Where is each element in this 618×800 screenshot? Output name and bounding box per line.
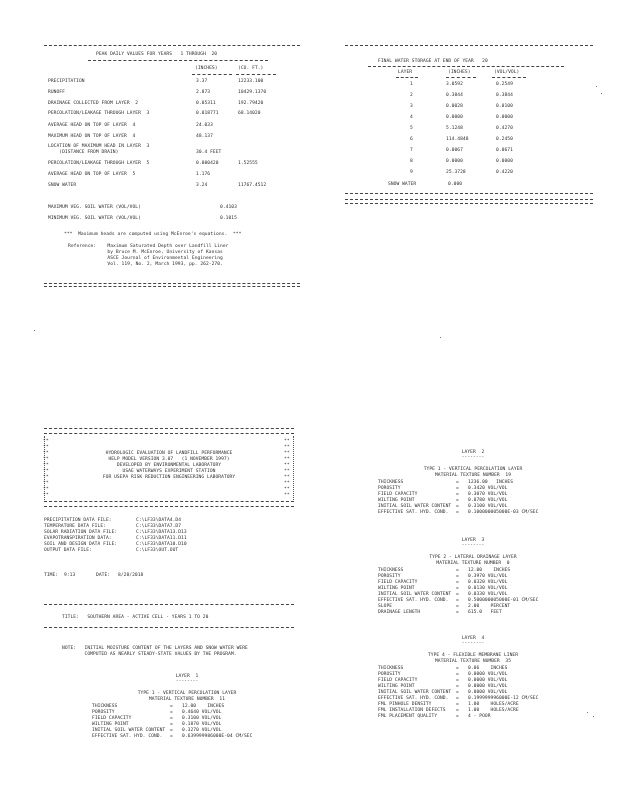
final-row-inches: 0.0067 xyxy=(446,148,463,153)
final-row-layer: 1 xyxy=(410,82,413,87)
layer-title-underline: -------- xyxy=(461,455,485,460)
file-path: C:\LF33\OUT.OUT xyxy=(136,548,179,553)
final-row-layer: 6 xyxy=(410,137,413,142)
layer-prop-eq: = xyxy=(456,492,459,497)
layer-prop-eq: = xyxy=(456,586,459,591)
layer-title: LAYER 1 xyxy=(175,674,199,679)
layer-prop-value: 12.00 INCHES xyxy=(182,704,225,709)
divider xyxy=(88,60,268,61)
final-col-inches: (INCHES) xyxy=(448,70,471,75)
final-row-volvol: 0.2549 xyxy=(496,82,513,87)
file-path: C:\LF33\DATA4.D4 xyxy=(136,518,182,523)
layer-prop-label: WILTING POINT xyxy=(378,586,415,591)
layer-prop-label: FML PLACEMENT QUALITY xyxy=(378,714,438,719)
final-row-inches: 0.0000 xyxy=(446,159,463,164)
divider xyxy=(44,501,294,502)
final-row-volvol: 0.0000 xyxy=(496,115,513,120)
banner-line: FOR USEPA RISK REDUCTION ENGINEERING LABORATORY xyxy=(102,475,236,480)
final-title: FINAL WATER STORAGE AT END OF YEAR 20 xyxy=(378,59,488,64)
peak-row-inches: 30.4 FEET xyxy=(196,150,222,155)
layer-prop-value: 0.3100 VOL/VOL xyxy=(468,504,508,509)
layer-prop-label: FML PINHOLE DENSITY xyxy=(378,702,432,707)
divider xyxy=(44,286,300,287)
banner-marker: ** xyxy=(284,439,290,444)
divider xyxy=(446,77,476,78)
note-line: COMPUTED AS NEARLY STEADY-STATE VALUES BY THE PROGRAM. xyxy=(62,652,237,657)
file-label: SOLAR RADIATION DATA FILE: xyxy=(44,530,118,535)
date-label: DATE: xyxy=(96,573,111,578)
final-snow-label: SNOW WATER xyxy=(388,182,417,187)
final-row-layer: 4 xyxy=(410,115,413,120)
scan-speck xyxy=(440,337,441,338)
layer-prop-label: EFFECTIVE SAT. HYD. COND. xyxy=(378,598,449,603)
banner-marker: ** xyxy=(43,469,49,474)
peak-row-label: PRECIPITATION xyxy=(48,79,85,84)
peak-row-inches: 3.37 xyxy=(196,79,208,84)
banner-marker: ** xyxy=(284,445,290,450)
layer-prop-eq: = xyxy=(456,486,459,491)
layer-prop-label: POROSITY xyxy=(378,486,401,491)
divider xyxy=(44,45,300,46)
layer-prop-label: INITIAL SOIL WATER CONTENT xyxy=(378,592,452,597)
divider xyxy=(236,74,276,75)
banner-marker: ** xyxy=(43,439,49,444)
layer-prop-value: 0.3070 VOL/VOL xyxy=(468,492,508,497)
min-veg-value: 0.1015 xyxy=(220,216,237,221)
divider xyxy=(192,74,232,75)
scan-speck xyxy=(587,712,588,713)
final-snow-value: 0.000 xyxy=(448,182,463,187)
divider xyxy=(345,199,593,200)
layer-prop-eq: = xyxy=(456,592,459,597)
divider xyxy=(492,77,526,78)
layer-prop-value: 0.0320 VOL/VOL xyxy=(468,580,508,585)
layer-prop-value: 0.3420 VOL/VOL xyxy=(468,486,508,491)
layer-prop-label: DRAINAGE LENGTH xyxy=(378,610,421,615)
layer-prop-eq: = xyxy=(456,510,459,515)
layer-prop-eq: = xyxy=(456,568,459,573)
layer-prop-label: THICKNESS xyxy=(378,568,404,573)
ref-line: by Bruce M. McEnroe, University of Kansas xyxy=(68,250,223,255)
layer-prop-value: 615.0 FEET xyxy=(468,610,502,615)
min-veg-label: MINIMUM VEG. SOIL WATER (VOL/VOL) xyxy=(48,216,141,221)
final-col-volvol: (VOL/VOL) xyxy=(494,70,520,75)
divider xyxy=(44,428,294,429)
banner-line: DEVELOPED BY ENVIRONMENTAL LABORATORY xyxy=(116,463,222,468)
layer-prop-eq: = xyxy=(456,580,459,585)
banner-marker: ** xyxy=(284,469,290,474)
peak-row-inches: 0.018771 xyxy=(196,111,219,116)
final-row-volvol: 0.4270 xyxy=(496,126,513,131)
final-row-inches: 0.0000 xyxy=(446,115,463,120)
layer-title: LAYER 2 xyxy=(461,450,485,455)
layer-prop-eq: = xyxy=(456,690,459,695)
layer-prop-eq: = xyxy=(170,722,173,727)
layer-prop-label: WILTING POINT xyxy=(92,722,129,727)
divider xyxy=(345,203,593,204)
peak-row-inches: 24.033 xyxy=(196,123,213,128)
final-row-layer: 7 xyxy=(410,148,413,153)
file-label: SOIL AND DESIGN DATA FILE: xyxy=(44,542,118,547)
layer-prop-value: 1.00 HOLES/ACRE xyxy=(468,708,519,713)
file-path: C:\LF33\DATA11.D11 xyxy=(136,536,187,541)
max-veg-label: MAXIMUM VEG. SOIL WATER (VOL/VOL) xyxy=(48,205,141,210)
banner-marker: ** xyxy=(43,487,49,492)
layer-type: TYPE 1 - VERTICAL PERCOLATION LAYER xyxy=(423,467,523,472)
layer-title-underline: -------- xyxy=(461,543,485,548)
layer-prop-eq: = xyxy=(456,678,459,683)
time-value: 9:13 xyxy=(64,573,76,578)
peak-row-label: AVERAGE HEAD ON TOP OF LAYER 4 xyxy=(48,123,136,128)
banner-marker: ** xyxy=(284,451,290,456)
layer-prop-eq: = xyxy=(456,666,459,671)
peak-col-cuft: (CU. FT.) xyxy=(238,66,264,71)
layer-prop-eq: = xyxy=(456,504,459,509)
time-label: TIME: xyxy=(44,573,59,578)
file-path: C:\LF33\DATA7.D7 xyxy=(136,524,182,529)
final-row-inches: 5.1248 xyxy=(446,126,463,131)
peak-row-label: RUNOFF xyxy=(48,90,65,95)
peak-row-label: MAXIMUM HEAD ON TOP OF LAYER 4 xyxy=(48,134,136,139)
layer-prop-label: FML INSTALLATION DEFECTS xyxy=(378,708,446,713)
banner-line: HELP MODEL VERSION 3.07 (1 NOVEMBER 1997) xyxy=(108,457,230,462)
file-path: C:\LF33\DATA10.D10 xyxy=(136,542,187,547)
layer-prop-eq: = xyxy=(170,728,173,733)
mcenroe-note: *** Maximum heads are computed using McEnroe's equations. *** xyxy=(64,232,242,237)
final-row-volvol: 0.2450 xyxy=(496,137,513,142)
peak-row-label: PERCOLATION/LEAKAGE THROUGH LAYER 3 xyxy=(48,111,150,116)
peak-row-label: DRAINAGE COLLECTED FROM LAYER 2 xyxy=(48,101,139,106)
layer-prop-eq: = xyxy=(170,716,173,721)
banner-line: USAE WATERWAYS EXPERIMENT STATION xyxy=(122,469,216,474)
final-col-layer: LAYER xyxy=(398,70,413,75)
layer-prop-eq: = xyxy=(456,610,459,615)
layer-type: TYPE 4 - FLEXIBLE MEMBRANE LINER xyxy=(427,653,519,658)
layer-prop-eq: = xyxy=(456,696,459,701)
layer-prop-eq: = xyxy=(456,574,459,579)
layer-prop-label: THICKNESS xyxy=(378,666,404,671)
layer-prop-eq: = xyxy=(456,702,459,707)
banner-marker: ** xyxy=(284,463,290,468)
peak-row-inches: 1.176 xyxy=(196,172,211,177)
file-path: C:\LF33\DATA13.D13 xyxy=(136,530,187,535)
layer-title: LAYER 4 xyxy=(461,636,485,641)
peak-col-inches: (INCHES) xyxy=(195,66,218,71)
layer-prop-eq: = xyxy=(170,710,173,715)
layer-type: TYPE 1 - VERTICAL PERCOLATION LAYER xyxy=(137,691,237,696)
banner-marker: ** xyxy=(43,463,49,468)
layer-prop-label: INITIAL SOIL WATER CONTENT xyxy=(92,728,166,733)
layer-prop-eq: = xyxy=(170,704,173,709)
peak-row-inches: 0.05311 xyxy=(196,101,216,106)
banner-marker: ** xyxy=(284,475,290,480)
final-row-layer: 2 xyxy=(410,93,413,98)
peak-row-cuft: 12233.100 xyxy=(238,79,264,84)
divider xyxy=(368,66,564,67)
layer-prop-eq: = xyxy=(456,598,459,603)
layer-prop-value: 0.0000 VOL/VOL xyxy=(468,690,508,695)
layer-prop-eq: = xyxy=(456,480,459,485)
layer-prop-label: EFFECTIVE SAT. HYD. COND. xyxy=(378,696,449,701)
layer-prop-label: POROSITY xyxy=(92,710,115,715)
ref-line: Vol. 119, No. 2, March 1993, pp. 262-270. xyxy=(68,262,223,267)
layer-prop-eq: = xyxy=(456,708,459,713)
peak-row-cuft: 192.79420 xyxy=(238,101,264,106)
file-label: TEMPERATURE DATA FILE: xyxy=(44,524,106,529)
layer-prop-value: 12.00 INCHES xyxy=(468,568,511,573)
peak-row-cuft: 10429.1370 xyxy=(238,90,267,95)
peak-row-cuft: 68.14020 xyxy=(238,111,261,116)
final-row-layer: 3 xyxy=(410,104,413,109)
layer-prop-label: FIELD CAPACITY xyxy=(378,678,418,683)
layer-prop-value: 1.00 HOLES/ACRE xyxy=(468,702,519,707)
layer-prop-label: FIELD CAPACITY xyxy=(378,580,418,585)
layer-prop-label: SLOPE xyxy=(378,604,393,609)
ref-line: ASCE Journal of Environmental Engineering xyxy=(68,256,223,261)
layer-prop-label: THICKNESS xyxy=(378,480,404,485)
divider xyxy=(44,604,294,605)
peak-row-label: (DISTANCE FROM DRAIN) xyxy=(48,150,119,155)
layer-prop-value: 0.3970 VOL/VOL xyxy=(468,574,508,579)
layer-prop-value: 0.06 INCHES xyxy=(468,666,508,671)
divider xyxy=(345,45,593,46)
peak-row-inches: 48.137 xyxy=(196,134,213,139)
layer-prop-label: POROSITY xyxy=(378,574,401,579)
layer-prop-eq: = xyxy=(456,498,459,503)
layer-title-underline: -------- xyxy=(175,679,199,684)
banner-marker: ** xyxy=(284,481,290,486)
banner-marker: ** xyxy=(43,457,49,462)
layer-prop-value: 1236.00 INCHES xyxy=(468,480,514,485)
layer-prop-value: 0.0000 VOL/VOL xyxy=(468,672,508,677)
run-title: TITLE: SOUTHERN AREA - ACTIVE CELL - YEARS 1 TO 20 xyxy=(62,615,209,620)
scan-speck xyxy=(601,93,602,94)
layer-prop-value: 0.0330 VOL/VOL xyxy=(468,592,508,597)
final-row-inches: 0.0028 xyxy=(446,104,463,109)
scan-speck xyxy=(593,716,594,717)
banner-marker: ** xyxy=(43,493,49,498)
banner-marker: ** xyxy=(43,481,49,486)
file-label: EVAPOTRANSPIRATION DATA: xyxy=(44,536,112,541)
max-veg-value: 0.4103 xyxy=(220,205,237,210)
final-row-layer: 5 xyxy=(410,126,413,131)
final-row-inches: 3.0592 xyxy=(446,82,463,87)
divider xyxy=(44,433,294,434)
peak-row-cuft: 1.52555 xyxy=(238,161,258,166)
layer-prop-label: FIELD CAPACITY xyxy=(92,716,132,721)
layer-title: LAYER 3 xyxy=(461,538,485,543)
layer-prop-eq: = xyxy=(170,734,173,739)
layer-title-underline: -------- xyxy=(461,641,485,646)
final-row-inches: 114.4848 xyxy=(446,137,469,142)
peak-row-label: LOCATION OF MAXIMUM HEAD IN LAYER 3 xyxy=(48,144,150,149)
final-row-inches: 0.3844 xyxy=(446,93,463,98)
file-label: OUTPUT DATA FILE: xyxy=(44,548,92,553)
layer-texture: MATERIAL TEXTURE NUMBER 35 xyxy=(434,659,512,664)
file-label: PRECIPITATION DATA FILE: xyxy=(44,518,112,523)
banner-marker: ** xyxy=(284,493,290,498)
banner-marker: ** xyxy=(43,451,49,456)
ref-line: Reference: Maximum Saturated Depth over Landfill Liner xyxy=(68,244,229,249)
layer-prop-eq: = xyxy=(456,714,459,719)
scan-speck xyxy=(34,330,35,331)
layer-prop-label: EFFECTIVE SAT. HYD. COND. xyxy=(378,510,449,515)
final-row-inches: 25.3728 xyxy=(446,170,466,175)
layer-prop-eq: = xyxy=(456,672,459,677)
final-row-layer: 9 xyxy=(410,170,413,175)
peak-row-inches: 2.873 xyxy=(196,90,211,95)
layer-texture: MATERIAL TEXTURE NUMBER 11 xyxy=(148,697,226,702)
final-row-volvol: 0.0100 xyxy=(496,104,513,109)
layer-prop-label: POROSITY xyxy=(378,672,401,677)
layer-prop-label: INITIAL SOIL WATER CONTENT xyxy=(378,504,452,509)
peak-row-label: SNOW WATER xyxy=(48,183,77,188)
layer-prop-value: 0.639999986000E-04 CM/SEC xyxy=(182,734,253,739)
layer-prop-value: 0.0000 VOL/VOL xyxy=(468,678,508,683)
layer-prop-value: 0.4640 VOL/VOL xyxy=(182,710,222,715)
layer-prop-eq: = xyxy=(456,604,459,609)
layer-prop-value: 2.00 PERCENT xyxy=(468,604,511,609)
final-row-volvol: 0.3844 xyxy=(496,93,513,98)
divider xyxy=(44,283,300,284)
layer-type: TYPE 2 - LATERAL DRAINAGE LAYER xyxy=(429,555,517,560)
peak-row-inches: 3.24 xyxy=(196,183,208,188)
banner-marker: ** xyxy=(284,487,290,492)
layer-prop-value: 0.3100 VOL/VOL xyxy=(182,716,222,721)
layer-prop-value: 0.500000005000E-01 CM/SEC xyxy=(468,598,539,603)
layer-prop-label: WILTING POINT xyxy=(378,684,415,689)
layer-prop-value: 0.3270 VOL/VOL xyxy=(182,728,222,733)
divider xyxy=(345,193,593,194)
date-value: 8/28/2018 xyxy=(118,573,144,578)
peak-row-label: PERCOLATION/LEAKAGE THROUGH LAYER 5 xyxy=(48,161,150,166)
layer-prop-value: 0.0000 VOL/VOL xyxy=(468,684,508,689)
divider xyxy=(44,627,294,628)
layer-prop-label: INITIAL SOIL WATER CONTENT xyxy=(378,690,452,695)
banner-line: HYDROLOGIC EVALUATION OF LANDFILL PERFORMANCE xyxy=(105,451,233,456)
divider xyxy=(396,77,418,78)
banner-marker: ** xyxy=(43,445,49,450)
layer-prop-label: EFFECTIVE SAT. HYD. COND. xyxy=(92,734,163,739)
layer-prop-value: 0.0780 VOL/VOL xyxy=(468,498,508,503)
layer-prop-value: 0.199999996000E-12 CM/SEC xyxy=(468,696,539,701)
layer-prop-value: 0.100000005000E-03 CM/SEC xyxy=(468,510,539,515)
final-row-volvol: 0.0671 xyxy=(496,148,513,153)
layer-prop-value: 0.1870 VOL/VOL xyxy=(182,722,222,727)
banner-marker: ** xyxy=(43,475,49,480)
layer-prop-label: WILTING POINT xyxy=(378,498,415,503)
layer-prop-label: THICKNESS xyxy=(92,704,118,709)
layer-prop-value: 4 - POOR xyxy=(468,714,491,719)
divider xyxy=(44,506,294,507)
banner-marker: ** xyxy=(284,457,290,462)
final-row-volvol: 0.4220 xyxy=(496,170,513,175)
layer-prop-value: 0.0130 VOL/VOL xyxy=(468,586,508,591)
layer-prop-label: FIELD CAPACITY xyxy=(378,492,418,497)
peak-row-label: AVERAGE HEAD ON TOP OF LAYER 5 xyxy=(48,172,136,177)
layer-texture: MATERIAL TEXTURE NUMBER 0 xyxy=(436,561,510,566)
peak-title: PEAK DAILY VALUES FOR YEARS 1 THROUGH 20 xyxy=(96,52,218,57)
scan-speck xyxy=(596,86,597,87)
final-row-layer: 8 xyxy=(410,159,413,164)
layer-texture: MATERIAL TEXTURE NUMBER 19 xyxy=(434,473,512,478)
final-row-volvol: 0.0000 xyxy=(496,159,513,164)
layer-prop-eq: = xyxy=(456,684,459,689)
peak-row-cuft: 11767.4512 xyxy=(238,183,267,188)
peak-row-inches: 0.000420 xyxy=(196,161,219,166)
note-line: NOTE: INITIAL MOISTURE CONTENT OF THE LAYERS AND SNOW WATER WERE xyxy=(62,646,248,651)
